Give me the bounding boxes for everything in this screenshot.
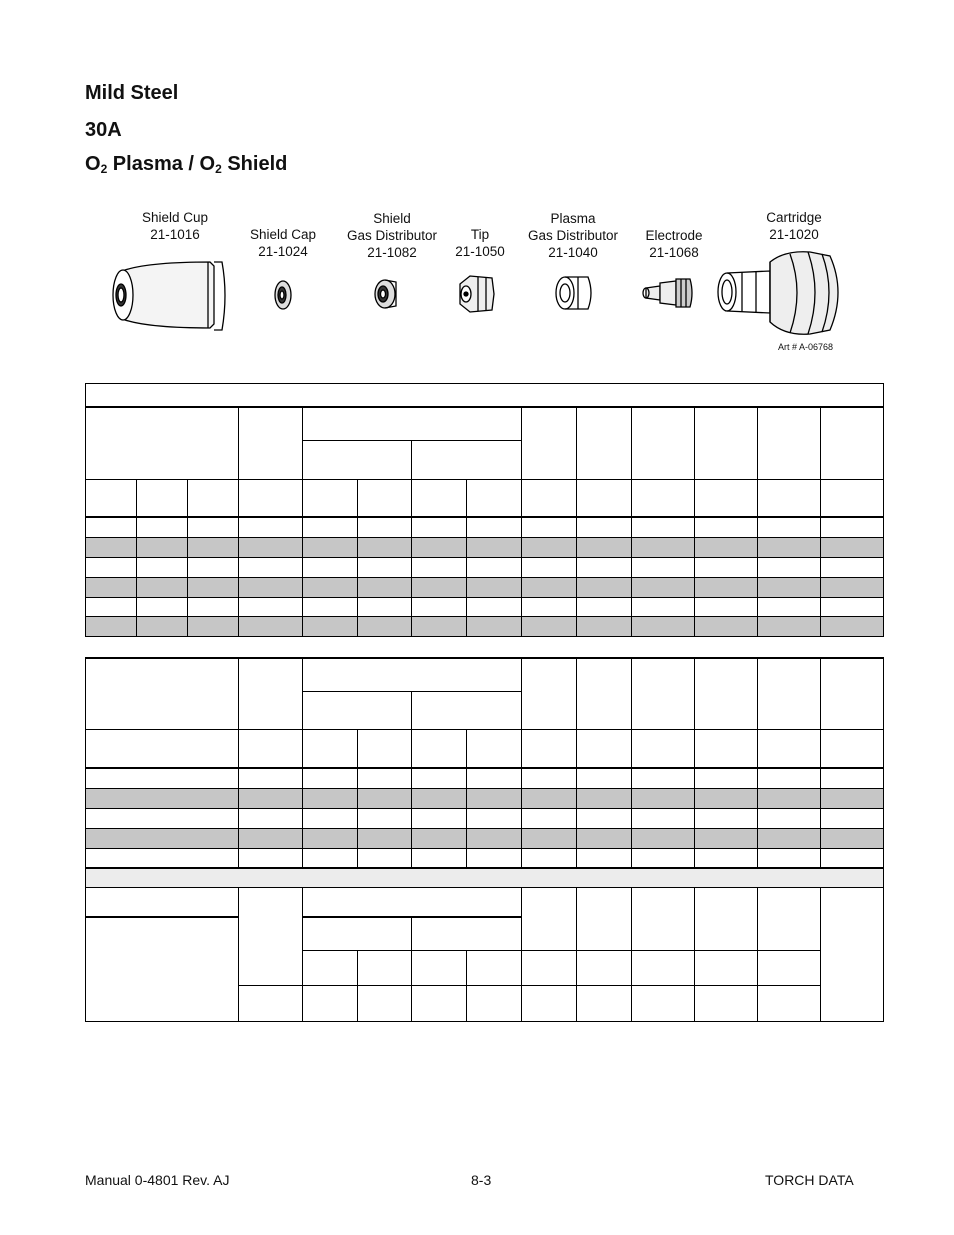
table-rule: [85, 729, 884, 730]
table-rule: [757, 657, 758, 868]
table-rule: [85, 808, 884, 809]
gas-end: Shield: [221, 153, 288, 175]
table-rule: [694, 887, 695, 1021]
table-rule: [466, 729, 467, 868]
table-rule: [85, 828, 884, 829]
table-rule: [85, 577, 884, 578]
table-row-shaded: [86, 789, 884, 808]
table-rule: [521, 887, 522, 1021]
table-rule: [357, 950, 358, 1021]
shield-cup-drawing: [113, 262, 225, 330]
table-rule: [85, 406, 884, 408]
table-border: [883, 383, 884, 637]
table-rule: [521, 657, 522, 868]
footer-manual: Manual 0-4801 Rev. AJ: [85, 1172, 230, 1188]
amperage-heading: 30A: [85, 119, 122, 141]
table-rule: [694, 406, 695, 636]
table-rule: [187, 479, 188, 636]
gas-sub2: 2: [215, 162, 222, 176]
part-name: Shield: [373, 211, 411, 226]
table-rule: [238, 657, 239, 868]
table-row-shaded: [86, 829, 884, 848]
table-border: [85, 869, 86, 1022]
table-rule: [576, 657, 577, 868]
part-number: 21-1024: [258, 244, 308, 259]
table-rule: [85, 479, 884, 480]
table-rule: [85, 788, 884, 789]
table-rule: [631, 406, 632, 636]
part-name: Shield Cup: [141, 210, 209, 225]
table-border: [85, 383, 86, 637]
table-rule: [85, 597, 884, 598]
table-border: [85, 657, 884, 659]
table-border: [85, 1021, 884, 1022]
table-rule: [85, 848, 884, 849]
cartridge-drawing: [718, 252, 838, 335]
table-rule: [85, 516, 884, 518]
shield-gas-distributor-drawing: [375, 280, 396, 308]
table-rule: [466, 479, 467, 636]
part-name: Shield Cap: [249, 227, 317, 242]
part-name: Tip: [470, 227, 490, 242]
table-row-shaded: [86, 617, 884, 636]
parts-illustration: [0, 0, 954, 380]
gas-o1: O: [85, 153, 101, 175]
table-rule: [820, 887, 821, 1021]
shield-cap-drawing: [275, 281, 291, 309]
table-rule: [302, 406, 303, 636]
table-border: [85, 636, 884, 637]
gas-sub1: 2: [100, 162, 108, 176]
table-rule: [302, 887, 303, 1021]
part-number: 21-1040: [548, 245, 598, 260]
gas-mid: Plasma / O: [107, 153, 216, 175]
part-name: Electrode: [645, 228, 703, 243]
table-separator-band: [86, 869, 884, 887]
plasma-gas-distributor-drawing: [556, 277, 591, 309]
table-rule: [411, 916, 412, 1021]
part-number: 21-1068: [649, 245, 699, 260]
table-rule: [238, 887, 239, 1021]
table-rule: [757, 406, 758, 636]
table-rule: [521, 406, 522, 636]
table-rule: [576, 887, 577, 1021]
table-rule: [631, 887, 632, 1021]
tip-drawing: [460, 276, 494, 312]
table-rule: [411, 691, 412, 868]
table-border: [85, 657, 86, 869]
part-number: 21-1082: [367, 245, 417, 260]
part-number: 21-1016: [150, 227, 200, 242]
table-row-shaded: [86, 578, 884, 597]
part-number: 21-1020: [769, 227, 819, 242]
part-name: Cartridge: [766, 210, 822, 225]
part-number: 21-1050: [455, 244, 505, 259]
table-rule: [357, 729, 358, 868]
table-rule: [576, 406, 577, 636]
table-row-shaded: [86, 538, 884, 557]
table-border: [883, 869, 884, 1022]
table-rule: [85, 767, 884, 769]
table-rule: [820, 406, 821, 636]
part-name-2: Gas Distributor: [346, 228, 438, 243]
table-rule: [85, 537, 884, 538]
table-rule: [85, 557, 884, 558]
table-rule: [85, 616, 884, 617]
table-rule: [411, 440, 412, 636]
art-number: Art # A-06768: [778, 342, 834, 352]
table-border: [883, 657, 884, 869]
table-rule: [238, 985, 820, 986]
table-border: [85, 887, 884, 888]
table-rule: [85, 916, 239, 918]
table-rule: [238, 406, 239, 636]
part-name-2: Gas Distributor: [527, 228, 619, 243]
table-rule: [757, 887, 758, 1021]
footer-section: TORCH DATA: [765, 1172, 854, 1188]
part-name: Plasma: [550, 211, 596, 226]
table-rule: [357, 479, 358, 636]
table-border: [85, 383, 884, 384]
material-heading: Mild Steel: [85, 82, 179, 104]
electrode-drawing: [643, 279, 692, 307]
table-rule: [631, 657, 632, 868]
table-rule: [820, 657, 821, 868]
table-rule: [136, 479, 137, 636]
table-rule: [466, 950, 467, 1021]
table-rule: [302, 950, 820, 951]
table-rule: [694, 657, 695, 868]
table-rule: [302, 657, 303, 868]
footer-page-number: 8-3: [471, 1172, 492, 1188]
